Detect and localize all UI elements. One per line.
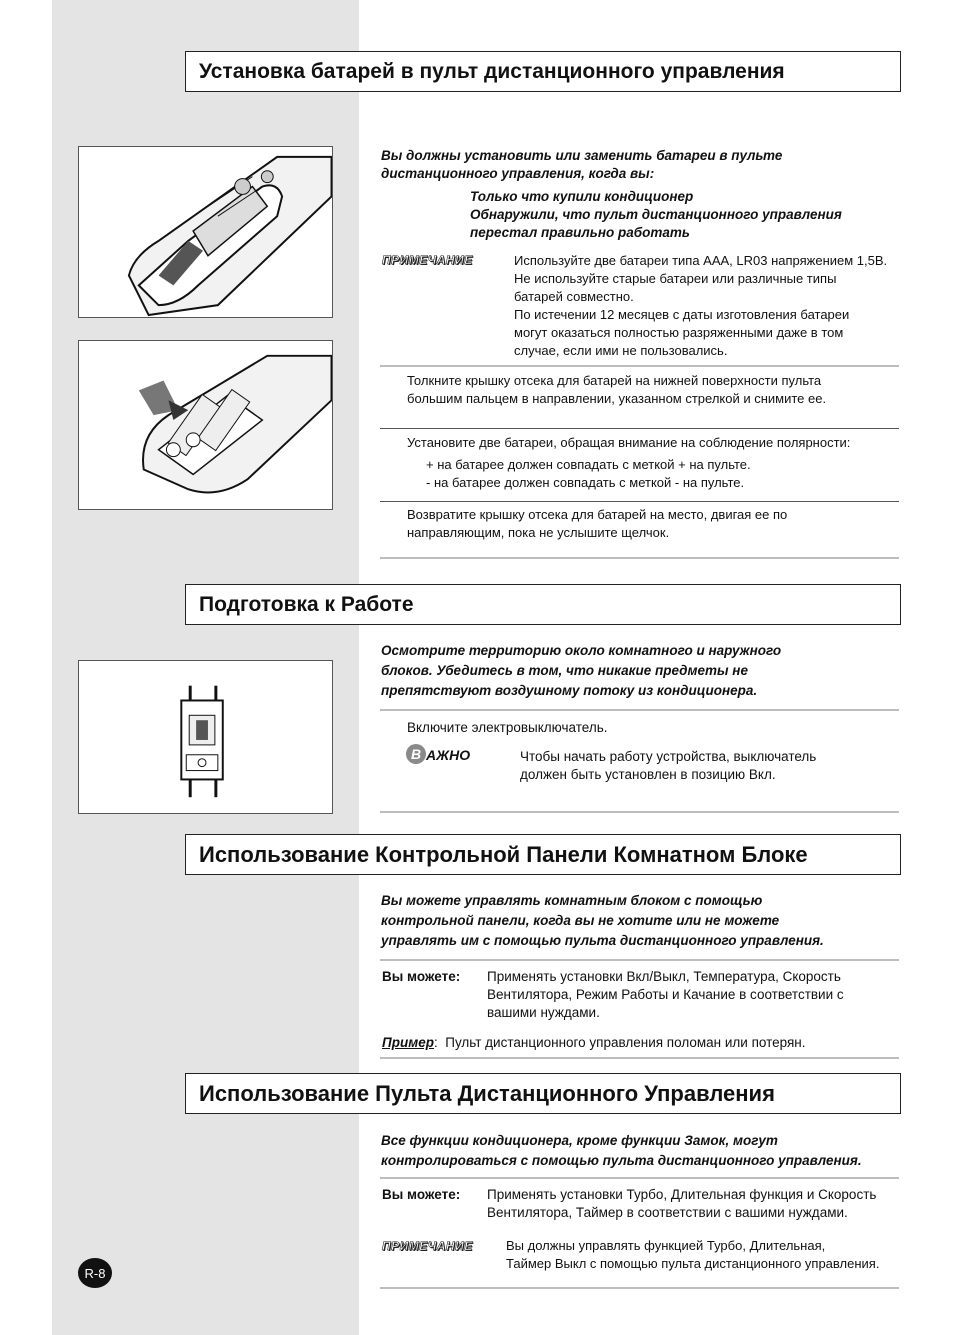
- battery-note-line4: По истечении 12 месяцев с даты изготовления батареи: [514, 307, 850, 322]
- remote-batteries-image: [79, 341, 332, 509]
- divider: [380, 501, 899, 502]
- prep-intro-line3: препятствуют воздушному потоку из кондиционера.: [381, 683, 758, 698]
- panel-intro-line3: управлять им с помощью пульта дистанционного управления.: [381, 933, 824, 948]
- page-number-badge: R-8: [78, 1258, 112, 1288]
- battery-intro-line2: дистанционного управления, когда вы:: [381, 166, 655, 181]
- battery-insertion-illustration: [78, 340, 333, 510]
- section-title-control-panel: [185, 834, 901, 875]
- section-title-text: Установка батарей в пульт дистанционного управления: [199, 59, 785, 83]
- section-title-text: Использование Пульта Дистанционного Управления: [199, 1080, 775, 1106]
- remote-back-image: [79, 147, 332, 317]
- battery-step1-line1: Толкните крышку отсека для батарей на нижней поверхности пульта: [407, 373, 822, 388]
- panel-intro-line2: контрольной панели, когда вы не хотите или не можете: [381, 913, 780, 928]
- panel-can-label: Вы можете:: [382, 969, 461, 984]
- section-title-battery-install: [185, 51, 901, 92]
- prep-intro-line2: блоков. Убедитесь в том, что никакие предметы не: [381, 663, 748, 678]
- remote-cover-removal-illustration: [78, 146, 333, 318]
- important-label: АЖНО: [426, 747, 471, 763]
- panel-can-line3: вашими нуждами.: [487, 1005, 600, 1020]
- battery-note-line2: Не используйте старые батареи или различные типы: [514, 271, 837, 286]
- divider: [380, 959, 899, 961]
- panel-example: [382, 1034, 806, 1052]
- divider: [380, 709, 899, 711]
- divider: [380, 1177, 899, 1179]
- remote-intro-line2: контролироваться с помощью пульта дистанционного управления.: [381, 1153, 862, 1168]
- divider: [380, 1057, 899, 1059]
- battery-step2-line1: Установите две батареи, обращая внимание на соблюдение полярности:: [407, 435, 851, 450]
- section-title-remote-control: [185, 1073, 901, 1114]
- section-title-text: Подготовка к Работе: [199, 592, 414, 616]
- remote-can-line1: Применять установки Турбо, Длительная функция и Скорость: [487, 1187, 877, 1202]
- battery-step1-line2: большим пальцем в направлении, указанном стрелкой и снимите ее.: [407, 391, 827, 406]
- divider: [380, 811, 899, 813]
- panel-intro-line1: Вы можете управлять комнатным блоком с помощью: [381, 893, 763, 908]
- section-title-preparation: [185, 584, 901, 625]
- breaker-switch-image: [79, 661, 332, 813]
- remote-intro-line1: Все функции кондиционера, кроме функции Замок, могут: [381, 1133, 778, 1148]
- battery-step2-line3: - на батарее должен совпадать с меткой - на пульте.: [426, 475, 745, 490]
- prep-intro-line1: Осмотрите территорию около комнатного и наружного: [381, 643, 782, 658]
- battery-case-1: Только что купили кондиционер: [470, 189, 694, 204]
- remote-can-line2: Вентилятора, Таймер в соответствии с вашими нуждами.: [487, 1205, 848, 1220]
- circuit-breaker-illustration: [78, 660, 333, 814]
- example-colon: :: [433, 1035, 438, 1050]
- example-text: Пульт дистанционного управления поломан или потерян.: [445, 1035, 806, 1050]
- battery-case-2: Обнаружили, что пульт дистанционного управления: [470, 207, 842, 222]
- important-line1: Чтобы начать работу устройства, выключатель: [520, 749, 817, 764]
- battery-step3-line2: направляющим, пока не услышите щелчок.: [407, 525, 670, 540]
- battery-step2-line2: + на батарее должен совпадать с меткой + на пульте.: [426, 457, 751, 472]
- remote-can-label: Вы можете:: [382, 1187, 461, 1202]
- divider: [380, 365, 899, 367]
- panel-can-line1: Применять установки Вкл/Выкл, Температура, Скорость: [487, 969, 841, 984]
- battery-note-line3: батарей совместно.: [514, 289, 634, 304]
- battery-note-line5: могут оказаться полностью разряженными даже в том: [514, 325, 844, 340]
- battery-note-line6: случае, если ими не пользовались.: [514, 343, 728, 358]
- panel-can-line2: Вентилятора, Режим Работы и Качание в соответствии с: [487, 987, 844, 1002]
- divider: [380, 1287, 899, 1289]
- important-icon: В: [406, 744, 426, 764]
- section-title-text: Использование Контрольной Панели Комнатном Блоке: [199, 841, 808, 867]
- note-label: ПРИМЕЧАНИЕ: [382, 1239, 473, 1253]
- divider: [380, 428, 899, 429]
- example-label: Пример: [382, 1035, 434, 1050]
- battery-case-3: перестал правильно работать: [470, 225, 690, 240]
- remote-note-line2: Таймер Выкл с помощью пульта дистанционного управления.: [506, 1256, 880, 1271]
- important-line2: должен быть установлен в позицию Вкл.: [520, 767, 776, 782]
- battery-step3-line1: Возвратите крышку отсека для батарей на место, двигая ее по: [407, 507, 788, 522]
- remote-note-line1: Вы должны управлять функцией Турбо, Длительная,: [506, 1238, 826, 1253]
- divider: [380, 557, 899, 559]
- battery-note-line1: Используйте две батареи типа AAA, LR03 напряжением 1,5В.: [514, 253, 888, 268]
- battery-intro-line1: Вы должны установить или заменить батареи в пульте: [381, 148, 783, 163]
- prep-step1: Включите электровыключатель.: [407, 720, 608, 735]
- note-label: ПРИМЕЧАНИЕ: [382, 253, 473, 267]
